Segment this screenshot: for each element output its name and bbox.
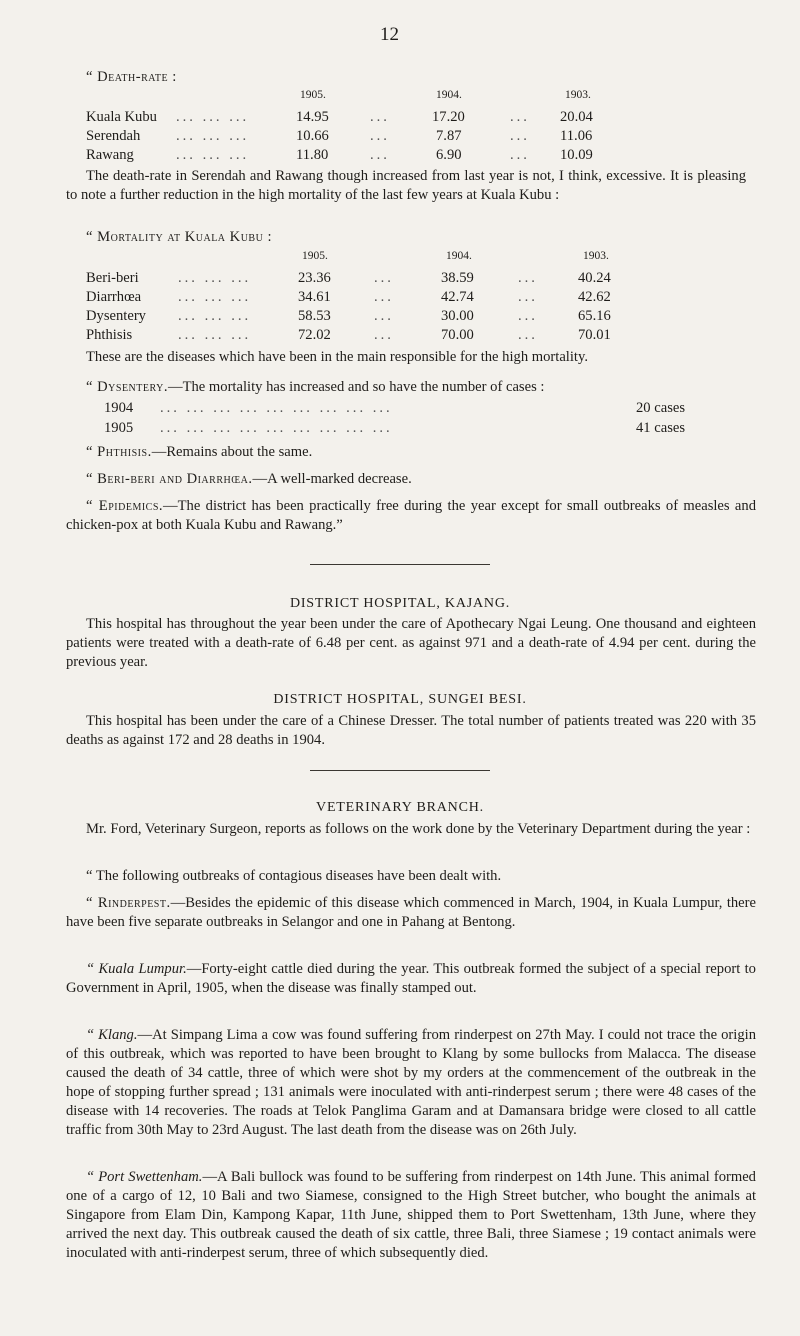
- dysentery-lead: “ Dysentery.: [86, 379, 168, 395]
- value-1903: 65.16: [578, 308, 611, 324]
- value-1903: 10.09: [560, 147, 593, 163]
- dysentery-cases: 20 cases: [636, 400, 686, 416]
- port-swettenham-lead: “ Port Swettenham.: [86, 1169, 203, 1185]
- value-1904: 6.90: [436, 147, 462, 163]
- port-swettenham-paragraph: [66, 1168, 756, 1263]
- mortality-heading: “ Mortality at Kuala Kubu :: [86, 229, 273, 245]
- mortality-comment: These are the diseases which have been in the main responsible for the high mortality.: [86, 349, 588, 365]
- row-leader: ... ... ...: [176, 109, 250, 125]
- separator: ...: [370, 128, 390, 144]
- row-leader: ... ... ...: [176, 128, 250, 144]
- row-leader: ... ... ...: [178, 308, 252, 324]
- kajang-title: DISTRICT HOSPITAL, KAJANG.: [289, 596, 511, 611]
- klang-text: —At Simpang Lima a cow was found suffering from rinderpest on 27th May. I could not trace the origin of this outbreak, which was reported to have been brought to Klang by some bullocks from Malacca. The disease caused the death of 34 cattle, three of which were shot by my orders at the commencement of the outbreak in the hope of stopping further spread ; 131 animals were inoculated with anti-rinderpest serum ; there were 48 cases of the disease with 14 recoveries. The roads at Telok Panglima Garam and at Damansara bridge were closed to all cattle traffic from 30th May to 23rd August. The last death from the disease was on 26th July.: [66, 1027, 756, 1138]
- veterinary-intro: Mr. Ford, Veterinary Surgeon, reports as follows on the work done by the Veterinary Department during the year :: [86, 821, 751, 837]
- row-leader: ... ... ... ... ... ... ... ... ...: [160, 400, 393, 416]
- veterinary-outbreaks: “ The following outbreaks of contagious diseases have been dealt with.: [86, 868, 502, 884]
- dysentery-year: 1905: [104, 420, 134, 436]
- death-rate-year-1905: 1905.: [300, 89, 326, 101]
- value-1903: 42.62: [578, 289, 611, 305]
- dysentery-paragraph: [86, 378, 746, 397]
- separator: ...: [518, 308, 538, 324]
- epidemics-lead: “ Epidemics.: [86, 498, 164, 514]
- separator: ...: [518, 289, 538, 305]
- separator: ...: [370, 147, 390, 163]
- death-rate-year-1904: 1904.: [436, 89, 462, 101]
- value-1904: 7.87: [436, 128, 462, 144]
- kuala-lumpur-text: —Forty-eight cattle died during the year. This outbreak formed the subject of a special report to Government in April, 1905, when the disease was finally stamped out.: [66, 961, 756, 996]
- value-1904: 38.59: [441, 270, 474, 286]
- beriberi-lead: “ Beri-beri and Diarrhœa.: [86, 471, 253, 487]
- row-leader: ... ... ...: [176, 147, 250, 163]
- mortality-year-1905: 1905.: [302, 250, 328, 262]
- death-rate-comment: The death-rate in Serendah and Rawang though increased from last year is not, I think, excessive. It is pleasing to note a further reduction in the high mortality of the last few years at Kuala Kubu :: [66, 168, 746, 203]
- separator: ...: [510, 109, 530, 125]
- page-number: 12: [380, 24, 399, 45]
- section-divider: [310, 770, 490, 771]
- row-leader: ... ... ...: [178, 327, 252, 343]
- row-label: Phthisis: [86, 327, 133, 343]
- kuala-lumpur-paragraph: [66, 960, 756, 998]
- value-1905: 72.02: [298, 327, 331, 343]
- mortality-year-1903: 1903.: [583, 250, 609, 262]
- dysentery-text: —The mortality has increased and so have the number of cases :: [167, 379, 545, 395]
- value-1905: 10.66: [296, 128, 329, 144]
- klang-lead: “ Klang.: [86, 1027, 138, 1043]
- port-swettenham-text: —A Bali bullock was found to be suffering from rinderpest on 14th June. This animal formed one of a cargo of 12, 10 Bali and two Siamese, consigned to the High Street butcher, who bought the animals at Singapore from Elam Din, Kampong Kapar, 11th June, shipped them to Port Swettenham, 13th June, where they arrived the next day. This outbreak caused the death of six cattle, three Bali, three Siamese ; 19 contact animals were inoculated with anti-rinderpest serum, three of which subsequently died.: [66, 1169, 756, 1261]
- row-label: Diarrhœa: [86, 289, 142, 305]
- row-leader: ... ... ...: [178, 270, 252, 286]
- separator: ...: [374, 289, 394, 305]
- value-1905: 23.36: [298, 270, 331, 286]
- row-leader: ... ... ...: [178, 289, 252, 305]
- row-label: Serendah: [86, 128, 141, 144]
- row-label: Beri-beri: [86, 270, 139, 286]
- separator: ...: [374, 308, 394, 324]
- besi-text: This hospital has been under the care of a Chinese Dresser. The total number of patients treated was 220 with 35 deaths as against 172 and 28 deaths in 1904.: [66, 713, 756, 748]
- value-1903: 70.01: [578, 327, 611, 343]
- kuala-lumpur-lead: “ Kuala Lumpur.: [86, 961, 187, 977]
- separator: ...: [518, 270, 538, 286]
- dysentery-cases: 41 cases: [636, 420, 686, 436]
- rinderpest-lead: “ Rinderpest.: [86, 895, 171, 911]
- death-rate-year-1903: 1903.: [565, 89, 591, 101]
- value-1904: 30.00: [441, 308, 474, 324]
- row-label: Dysentery: [86, 308, 146, 324]
- separator: ...: [370, 109, 390, 125]
- value-1903: 11.06: [560, 128, 593, 144]
- value-1905: 14.95: [296, 109, 329, 125]
- value-1904: 42.74: [441, 289, 474, 305]
- section-divider: [310, 564, 490, 565]
- klang-paragraph: [66, 1026, 756, 1140]
- beriberi-text: —A well-marked decrease.: [252, 471, 412, 487]
- value-1903: 40.24: [578, 270, 611, 286]
- row-label: Kuala Kubu: [86, 109, 157, 125]
- rinderpest-text: —Besides the epidemic of this disease which commenced in March, 1904, in Kuala Lumpur, there have been five separate outbreaks in Selangor and one in Pahang at Bentong.: [66, 895, 756, 930]
- separator: ...: [374, 270, 394, 286]
- value-1904: 17.20: [432, 109, 465, 125]
- phthisis-text: —Remains about the same.: [151, 444, 313, 460]
- row-leader: ... ... ... ... ... ... ... ... ...: [160, 420, 393, 436]
- epidemics-paragraph: [66, 497, 756, 535]
- phthisis-paragraph: [86, 443, 746, 462]
- separator: ...: [518, 327, 538, 343]
- mortality-year-1904: 1904.: [446, 250, 472, 262]
- beriberi-paragraph: [86, 470, 746, 489]
- separator: ...: [374, 327, 394, 343]
- value-1905: 58.53: [298, 308, 331, 324]
- kajang-text: This hospital has throughout the year been under the care of Apothecary Ngai Leung. One thousand and eighteen patients were treated with a death-rate of 6.48 per cent. as against 971 and a death-rate of 4.94 per cent. during the previous year.: [66, 616, 756, 670]
- phthisis-lead: “ Phthisis.: [86, 444, 152, 460]
- value-1905: 11.80: [296, 147, 329, 163]
- separator: ...: [510, 128, 530, 144]
- value-1903: 20.04: [560, 109, 593, 125]
- separator: ...: [510, 147, 530, 163]
- value-1904: 70.00: [441, 327, 474, 343]
- dysentery-year: 1904: [104, 400, 134, 416]
- row-label: Rawang: [86, 147, 134, 163]
- rinderpest-paragraph: [66, 894, 756, 932]
- value-1905: 34.61: [298, 289, 331, 305]
- death-rate-heading: “ Death-rate :: [86, 69, 177, 85]
- veterinary-title: VETERINARY BRANCH.: [316, 800, 484, 815]
- epidemics-text: —The district has been practically free during the year except for small outbreaks of measles and chicken-pox at both Kuala Kubu and Rawang.”: [66, 498, 756, 533]
- besi-title: DISTRICT HOSPITAL, SUNGEI BESI.: [273, 692, 527, 707]
